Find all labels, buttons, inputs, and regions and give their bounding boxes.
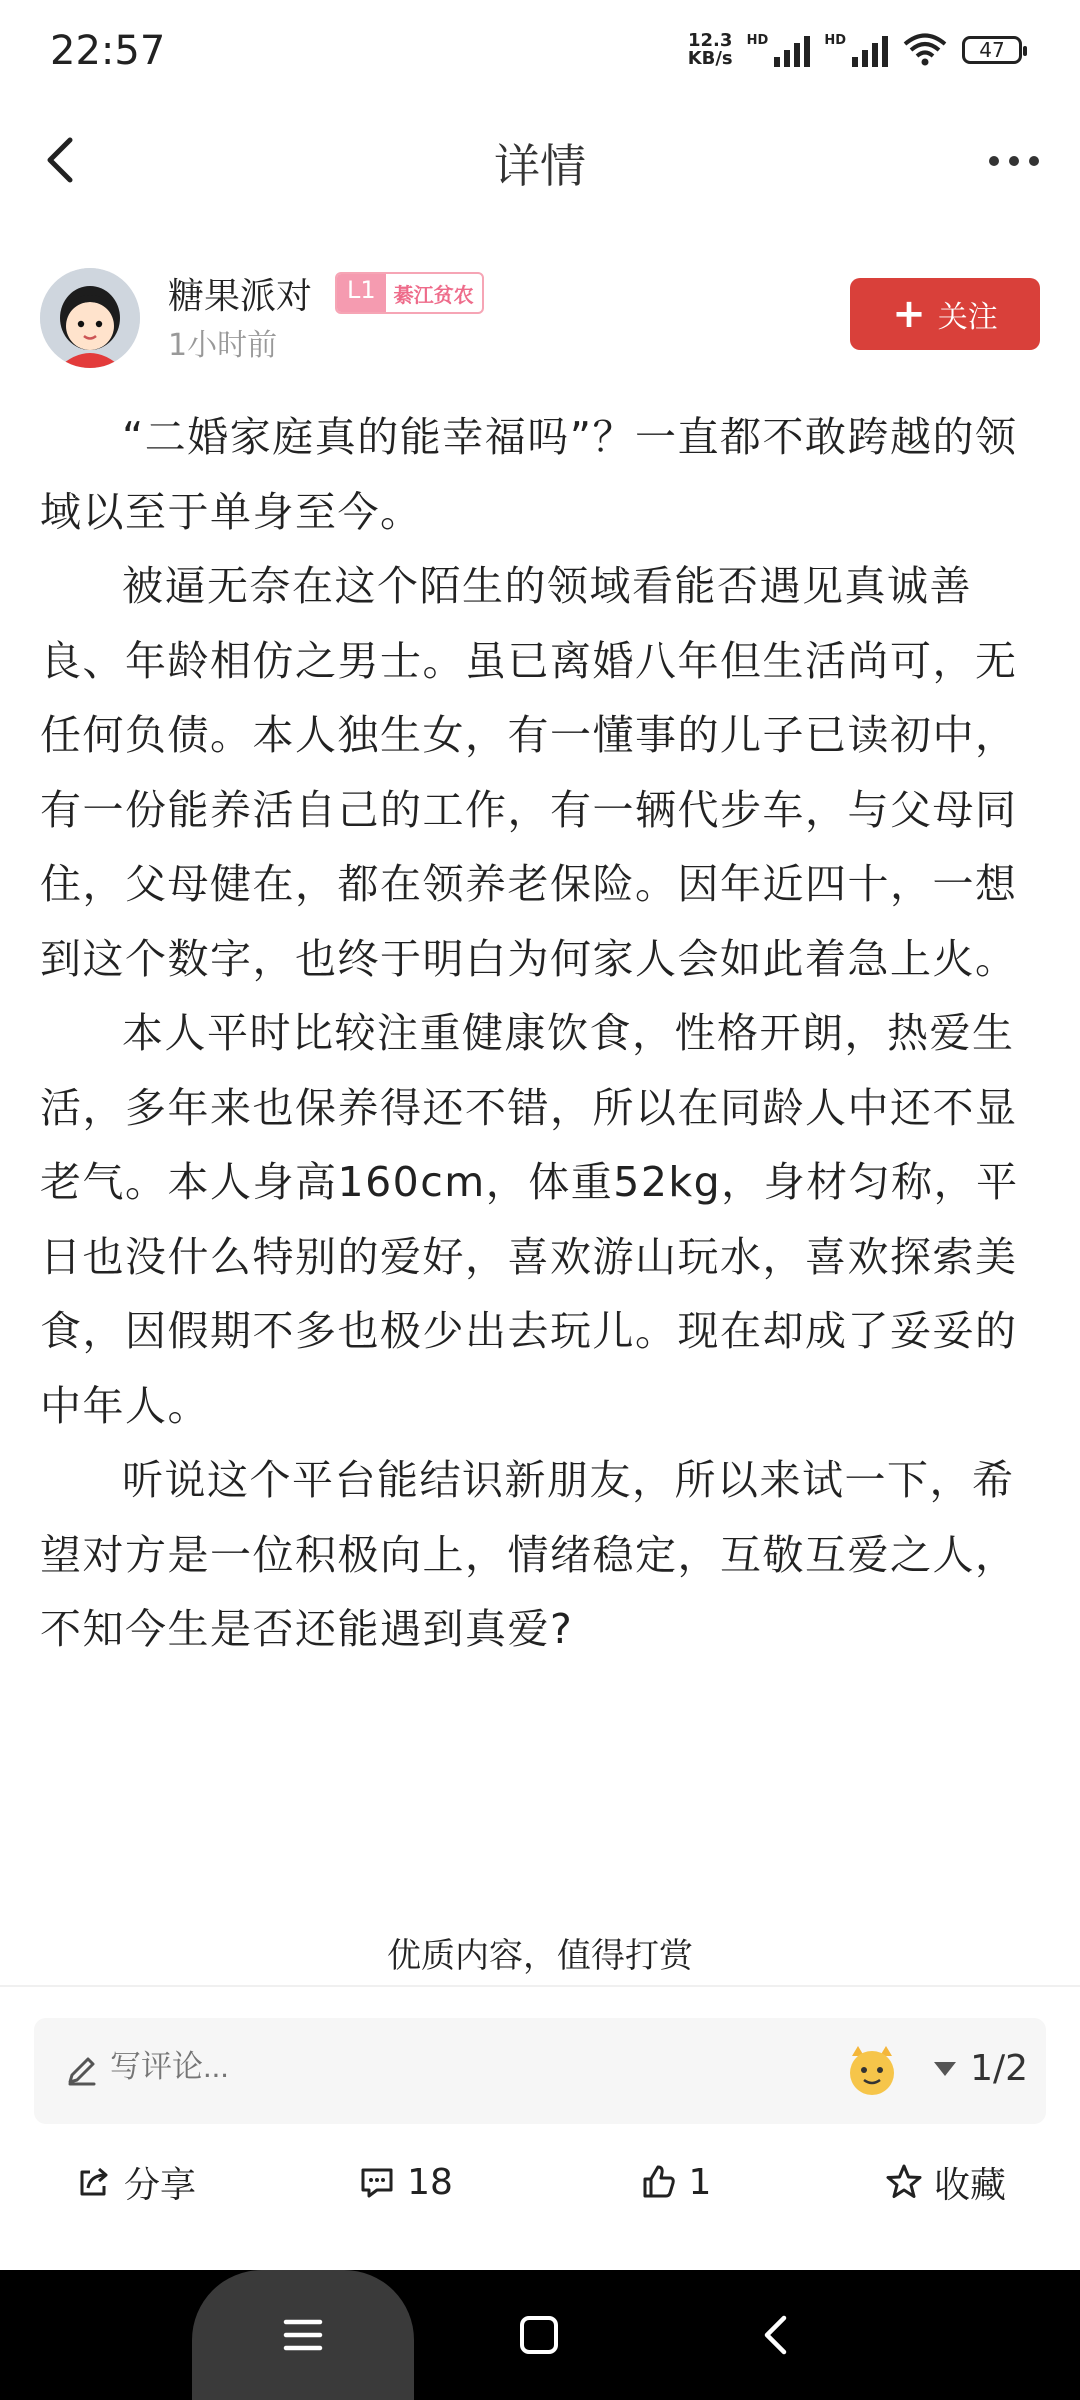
thumbs-up-icon (639, 2162, 679, 2202)
author-name[interactable]: 糖果派对 (168, 276, 313, 317)
comment-input[interactable] (108, 2048, 612, 2086)
emoji-icon[interactable] (844, 2042, 900, 2098)
signal-icon-2: HD (824, 33, 888, 67)
like-button[interactable]: 1 (540, 2142, 810, 2222)
comment-icon (357, 2162, 397, 2202)
follow-label: 关注 (937, 300, 998, 335)
article-paragraph: 听说这个平台能结识新朋友，所以来试一下，希望对方是一位积极向上，情绪稳定，互敬互爱之人，不知今生是否还能遇到真爱? (40, 1456, 1018, 1653)
article-paragraph: 本人平时比较注重健康饮食，性格开朗，热爱生活，多年来也保养得还不错，所以在同龄人中还不显老气。本人身高160cm，体重52kg，身材匀称，平日也没什么特别的爱好，喜欢游山玩水，喜欢探索美食，因假期不多也极少出去玩儿。现在却成了妥妥的中年人。 (40, 1009, 1019, 1430)
avatar-cartoon-icon (40, 268, 140, 368)
status-icons (688, 32, 1022, 68)
article-body (40, 400, 1040, 1667)
menu-icon (278, 2310, 328, 2360)
comment-page-indicator[interactable]: 1/2 (934, 2048, 1028, 2089)
level-label: L1 (337, 274, 386, 312)
follow-button[interactable] (850, 278, 1040, 350)
wifi-icon (902, 33, 948, 67)
plus-icon: + (892, 291, 926, 337)
star-icon (884, 2162, 924, 2202)
post-time: 1小时前 (168, 328, 278, 363)
status-bar (0, 0, 1080, 110)
share-icon (74, 2162, 114, 2202)
more-dots-icon[interactable] (984, 136, 1044, 186)
favorite-button[interactable]: 收藏 (810, 2142, 1080, 2222)
comment-bar[interactable] (34, 2018, 1046, 2124)
battery-icon: 47 (962, 36, 1022, 64)
level-badge (335, 272, 484, 314)
comments-button[interactable]: 18 (270, 2142, 540, 2222)
pen-icon (62, 2052, 100, 2090)
status-time: 22:57 (50, 28, 166, 74)
article-paragraph: “二婚家庭真的能幸福吗”？一直都不敢跨越的领域以至于单身至今。 (40, 413, 1018, 536)
badge-title: 綦江贫农 (393, 283, 474, 307)
avatar[interactable] (40, 268, 140, 368)
home-square-icon[interactable] (514, 2310, 564, 2360)
share-button[interactable]: 分享 (0, 2142, 270, 2222)
divider (0, 1985, 1080, 1987)
network-speed: 12.3 KB/s (687, 30, 733, 69)
reward-prompt[interactable]: 优质内容，值得打赏 (387, 1936, 693, 1976)
action-bar (0, 2142, 1080, 2222)
top-nav-bar (0, 110, 1080, 210)
back-triangle-icon[interactable] (752, 2310, 802, 2360)
article-paragraph: 被逼无奈在这个陌生的领域看能否遇见真诚善良、年龄相仿之男士。虽已离婚八年但生活尚可，无任何负债。本人独生女，有一懂事的儿子已读初中，有一份能养活自己的工作，有一辆代步车，与父母同住，父母健在，都在领养老保险。因年近四十，一想到这个数字，也终于明白为何家人会如此着急上火。 (40, 562, 1018, 983)
menu-pill[interactable] (192, 2270, 414, 2400)
signal-icon: HD (747, 33, 811, 67)
dropdown-triangle-icon (934, 2062, 956, 2076)
page-title: 详情 (494, 139, 586, 193)
system-nav-bar (0, 2270, 1080, 2400)
author-row (40, 268, 1040, 378)
